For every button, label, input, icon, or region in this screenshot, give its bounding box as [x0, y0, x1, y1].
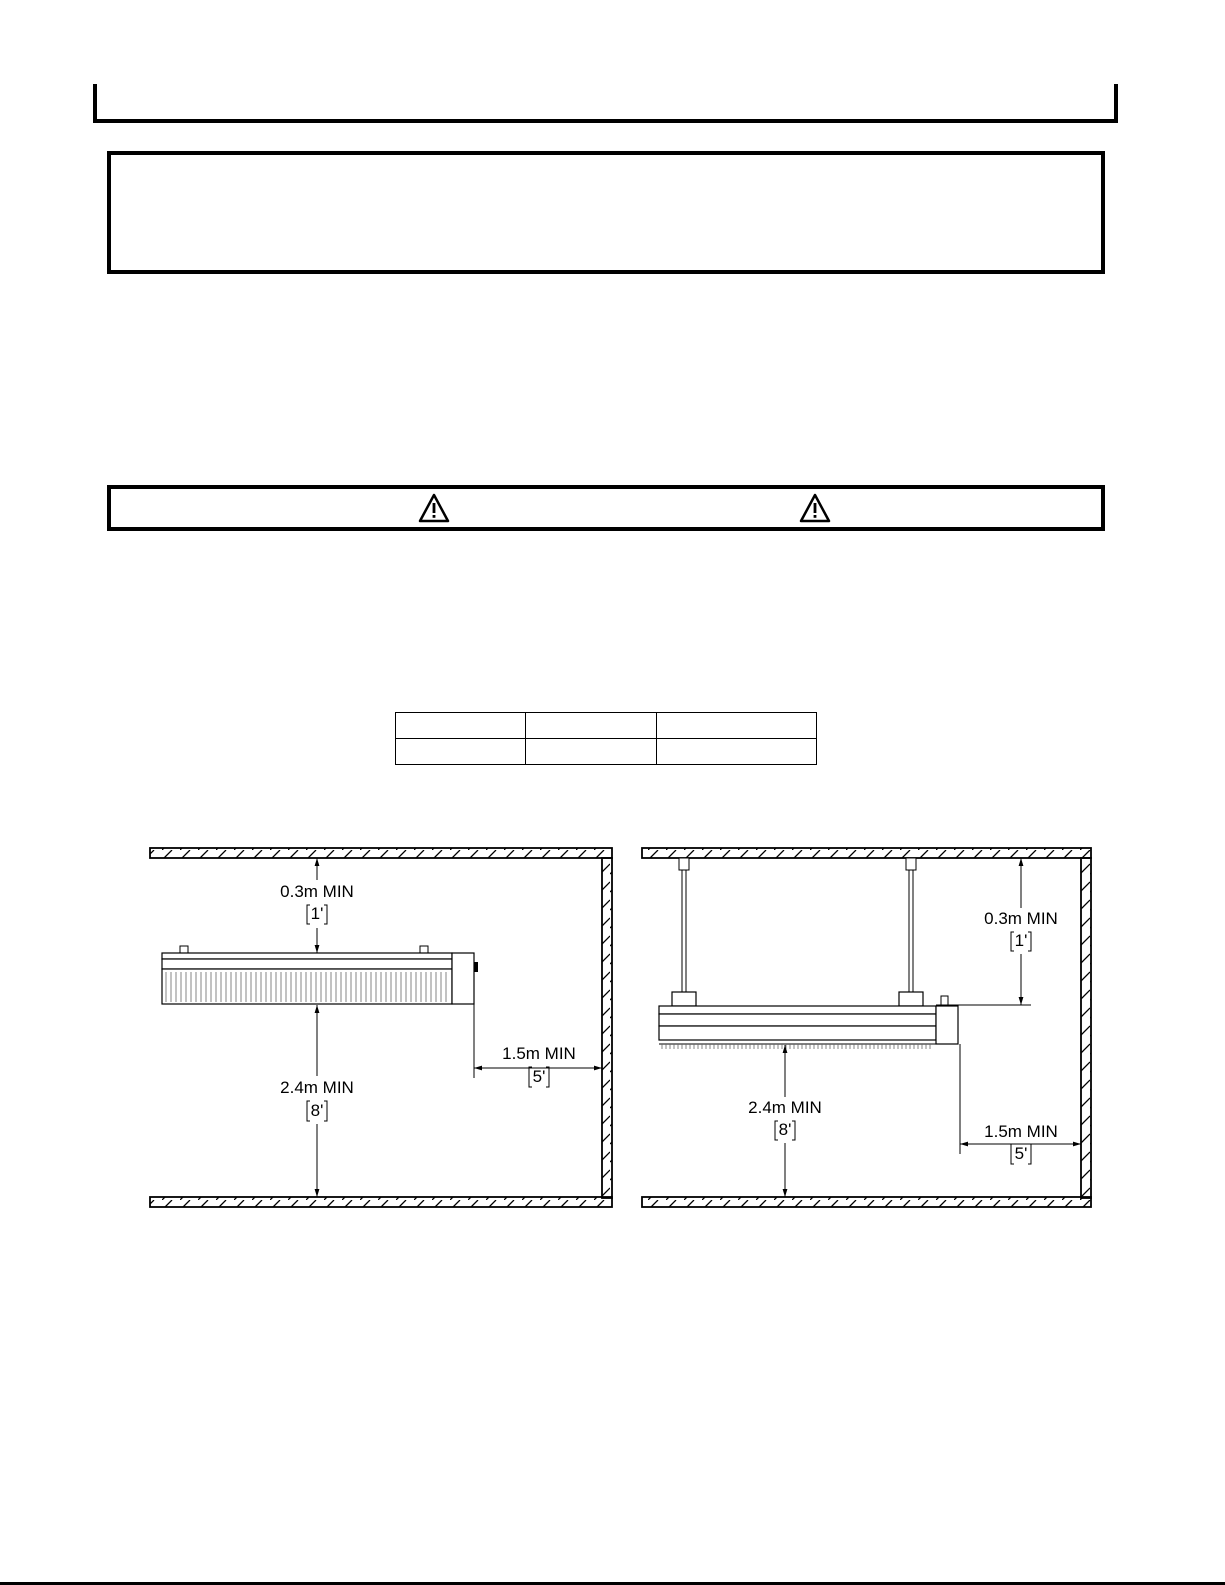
ceiling-clearance-label: 0.3m MIN — [280, 882, 354, 901]
ceiling-clearance-ft: 1' — [1014, 931, 1028, 950]
floor-slab — [642, 1197, 1091, 1207]
wall-clearance-label: 1.5m MIN — [984, 1122, 1058, 1141]
ceiling-clearance-ft: 1' — [310, 904, 324, 923]
wall-clearance-label: 1.5m MIN — [502, 1044, 576, 1063]
floor-clearance-ft: 8' — [778, 1120, 792, 1139]
ceiling-slab — [642, 848, 1091, 858]
floor-clearance-ft: 8' — [310, 1101, 324, 1120]
diagram-suspended-mount — [642, 848, 1091, 1207]
floor-slab — [150, 1197, 612, 1207]
right-wall — [1081, 858, 1091, 1198]
floor-clearance-label: 2.4m MIN — [748, 1098, 822, 1117]
diagram-surface-mount — [150, 848, 612, 1207]
floor-clearance-label: 2.4m MIN — [280, 1078, 354, 1097]
heater-unit — [162, 946, 478, 1004]
right-wall — [602, 858, 612, 1198]
ceiling-slab — [150, 848, 612, 858]
suspension-rods — [672, 858, 923, 1006]
ceiling-clearance-label: 0.3m MIN — [984, 909, 1058, 928]
wall-clearance-ft: 5' — [532, 1067, 546, 1086]
wall-clearance-ft: 5' — [1014, 1144, 1028, 1163]
